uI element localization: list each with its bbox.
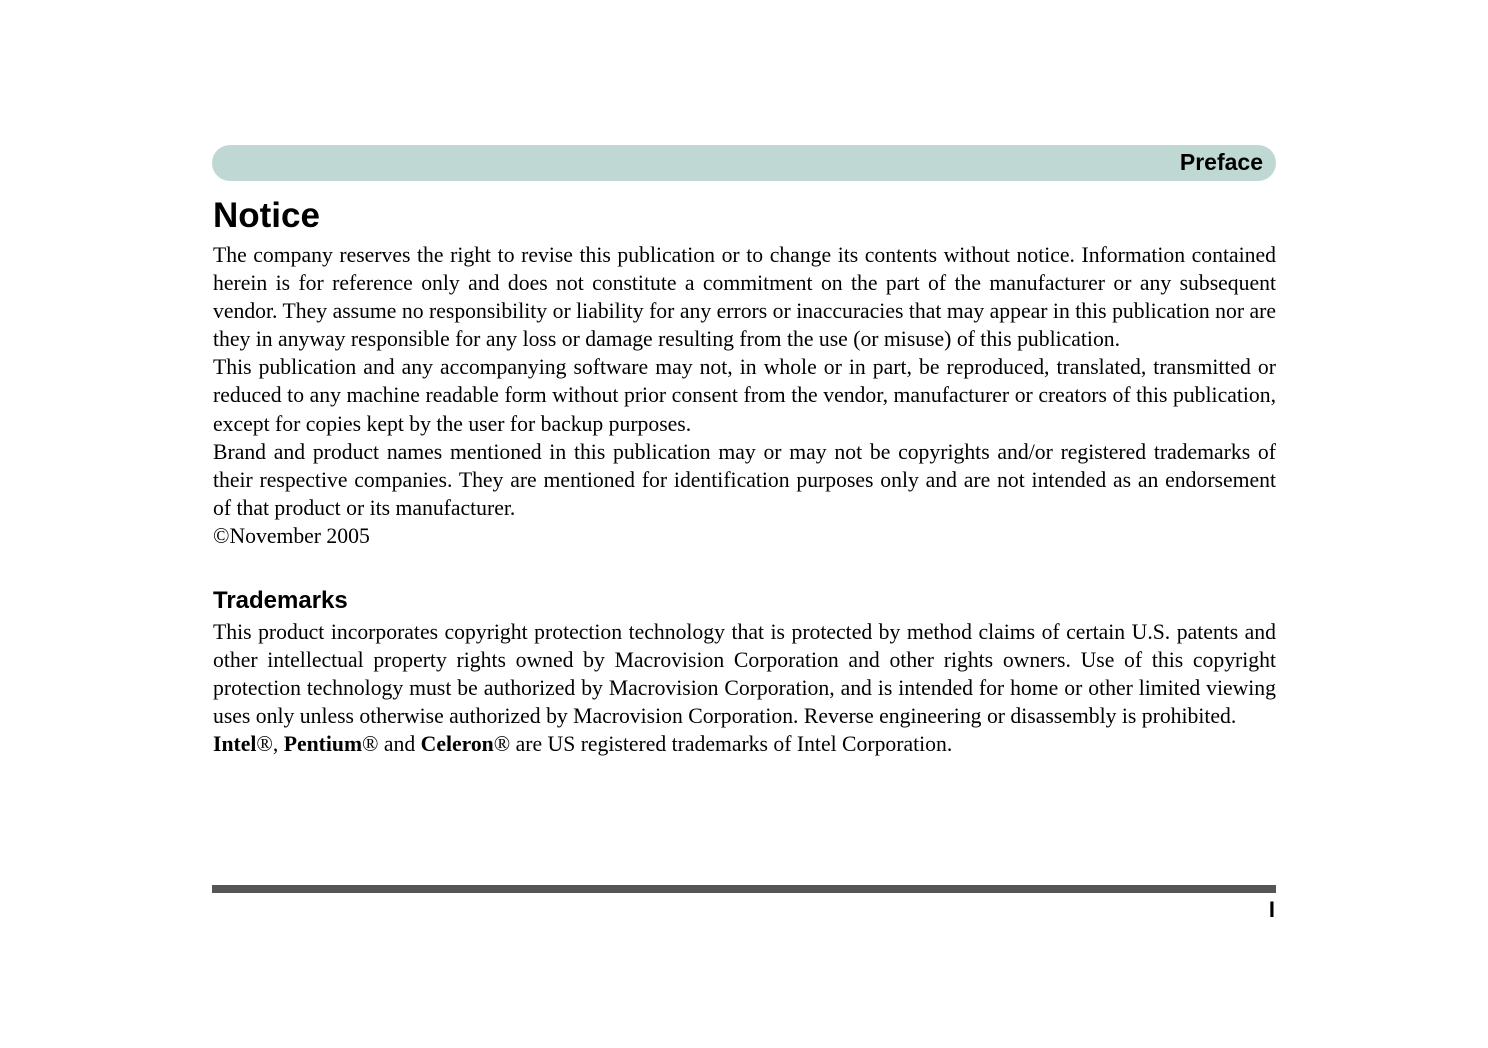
notice-paragraph-1: The company reserves the right to revise this publication or to change its contents without notice. Information contained herein is for reference only and does not constitute a commitment on the part of the manufacturer or any subsequent vendor. They assume no responsibility or liability for any errors or inaccuracies that may appear in this publication nor are they in anyway responsible for any loss or damage resulting from the use (or misuse) of this publication. <box>213 243 1276 352</box>
intel-trademark-tail: ® are US registered trademarks of Intel Corporation. <box>493 732 953 757</box>
notice-paragraph-2: This publication and any accompanying software may not, in whole or in part, be reproduced, translated, transmitted or reduced to any machine readable form without prior consent from the vendor, manufacturer or creators of this publication, except for copies kept by the user for backup purposes. <box>213 355 1276 436</box>
copyright-date: ©November 2005 <box>213 523 370 548</box>
page-number: I <box>1268 897 1275 922</box>
notice-heading: Notice <box>213 196 320 235</box>
intel-separator-1: ®, <box>256 732 284 757</box>
intel-trademark-line <box>213 730 1276 758</box>
footer-rule <box>212 885 1276 893</box>
header-title: Preface <box>1179 149 1263 175</box>
trademarks-heading: Trademarks <box>213 587 348 615</box>
header-bar <box>212 145 1276 181</box>
pentium-brand: Pentium <box>283 732 363 757</box>
intel-separator-2: ® and <box>362 732 421 757</box>
intel-brand: Intel <box>213 732 257 757</box>
celeron-brand: Celeron <box>420 732 494 757</box>
notice-paragraph-3: Brand and product names mentioned in this publication may or may not be copyrights and/or registered trademarks of their respective companies. They are mentioned for identification purposes only and are not intended as an endorsement of that product or its manufacturer. <box>213 439 1276 520</box>
trademarks-paragraph: This product incorporates copyright protection technology that is protected by method claims of certain U.S. patents and other intellectual property rights owned by Macrovision Corporation and other rights owners. Use of this copyright protection technology must be authorized by Macrovision Corporation, and is intended for home or other limited viewing uses only unless otherwise authorized by Macrovision Corporation. Reverse engineering or disassembly is prohibited. <box>213 620 1276 729</box>
page-content <box>213 193 1276 759</box>
